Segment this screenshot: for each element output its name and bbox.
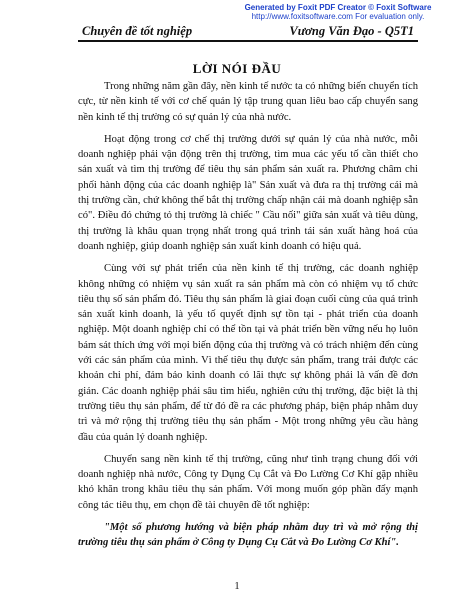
paragraph: Trong những năm gần đây, nền kinh tế nước ta có những biến chuyển tích cực, từ nền kinh tế với cơ chế quản lý tập trung quan liêu bao cấp chuyển sang nền kinh tế thị trường có sự quản lý của nhà nước.: [78, 81, 418, 123]
document-body: [78, 79, 418, 558]
page-header: [78, 24, 418, 42]
paragraph: Hoạt động trong cơ chế thị trường dưới sự quản lý của nhà nước, mỗi doanh nghiệp phải vận động trên thị trường, tìm mua các yếu tố cần thiết cho sản xuất và tìm thị trường để tiêu thụ sản phẩm sản xuất ra. Phương châm chi phối hành động của các doanh nghiệp là" Sản xuất và đưa ra thị trường cái mà thị trường cần, chứ không thể bắt thị trường chấp nhận cái mà doanh nghiệp sẵn có". Điều đó chứng tỏ thị trường là chiếc " Cầu nối" giữa sản xuất và tiêu dùng, thị trường là khâu quan trọng nhất trong quá trình tái sản xuất hàng hoá của doanh nghiệp, giúp doanh nghiệp sản xuất kinh doanh có hiệu quả.: [78, 133, 418, 252]
watermark-line-2: http://www.foxitsoftware.com For evaluation only.: [251, 12, 425, 21]
watermark-line-1: Generated by Foxit PDF Creator © Foxit Software: [244, 3, 432, 12]
paragraph: Cùng với sự phát triển của nền kinh tế thị trường, các doanh nghiệp không những có nhiệm vụ sản xuất ra sản phẩm mà còn có nhiệm vụ tổ chức tiêu thụ số sản phẩm đó. Tiêu thụ sản phẩm là giai đoạn cuối cùng của quá trình sản xuất kinh doanh, là yếu tố quyết định sự tồn tại - phát triển của doanh nghiệp. Một doanh nghiệp chỉ có thể tồn tại và phát triển bền vững nếu họ luôn bám sát thích ứng với mọi biến động của thị trường và có trách nhiệm đến cùng với các sản phẩm của mình. Vì thế tiêu thụ được sản phẩm, trang trải được các khoản chi phí, đảm bảo kinh doanh có lãi thực sự không phải là vấn đề đơn giản. Các doanh nghiệp phải sâu tìm hiểu, nghiên cứu thị trường, đặc biệt là thị trường tiêu thụ sản phẩm, để từ đó đề ra các phương pháp, biện pháp nhằm duy trì và mở rộng thị trường tiêu thụ sản phẩm - Một trong những yêu cầu hàng đầu của quản lý doanh nghiệp.: [78, 263, 418, 443]
foxit-watermark: [238, 3, 438, 21]
header-right-text: Vương Văn Đạo - Q5T1: [289, 24, 414, 38]
header-left-text: Chuyên đề tốt nghiệp: [82, 24, 193, 38]
page-number: 1: [234, 581, 240, 592]
thesis-topic-quote: "Một số phương hướng và biện pháp nhằm duy trì và mở rộng thị trường tiêu thụ sản phẩm ở Công ty Dụng Cụ Cắt và Đo Lường Cơ Khí".: [78, 522, 418, 549]
page-title: LỜI NÓI ĐẦU: [192, 61, 282, 76]
paragraph: Chuyển sang nền kinh tế thị trường, cũng như tình trạng chung đối với doanh nghiệp nhà nước, Công ty Dụng Cụ Cắt và Đo Lường Cơ Khí gặp nhiều khó khăn trong khâu tiêu thụ sản phẩm. Với mong muốn góp phần đẩy mạnh công tác tiêu thụ, em chọn đề tài chuyên đề tốt nghiệp:: [78, 453, 418, 511]
